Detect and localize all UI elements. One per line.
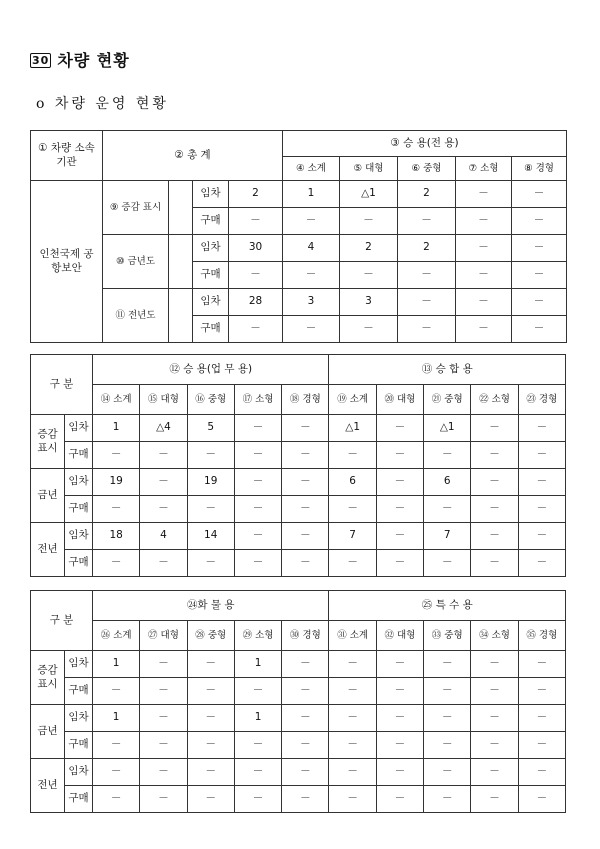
- value-cell: －: [187, 678, 234, 705]
- value-cell: －: [282, 678, 329, 705]
- value-cell: 3: [340, 289, 398, 316]
- value-cell: －: [93, 442, 140, 469]
- value-cell: －: [140, 442, 187, 469]
- value-cell: －: [376, 732, 423, 759]
- value-cell: 7: [424, 523, 471, 550]
- total-value: －: [229, 316, 283, 343]
- value-cell: －: [234, 415, 281, 442]
- data-row: [31, 496, 566, 523]
- value-cell: －: [340, 208, 398, 235]
- value-cell: －: [140, 678, 187, 705]
- data-row: [31, 786, 566, 813]
- column-header: ⑤ 대형: [340, 157, 398, 181]
- value-cell: －: [512, 289, 567, 316]
- value-cell: －: [376, 786, 423, 813]
- column-header: ⑰ 소형: [234, 385, 281, 415]
- value-cell: －: [283, 208, 340, 235]
- column-header: ⑯ 중형: [187, 385, 234, 415]
- type-label: 임차: [65, 759, 93, 786]
- value-cell: －: [518, 442, 565, 469]
- group-label: ⑩ 금년도: [103, 235, 169, 289]
- data-row: [31, 678, 566, 705]
- group-label: 전년: [31, 759, 65, 813]
- value-cell: －: [282, 732, 329, 759]
- value-cell: －: [456, 262, 512, 289]
- column-header: ⑱ 경형: [282, 385, 329, 415]
- value-cell: －: [376, 496, 423, 523]
- value-cell: －: [282, 442, 329, 469]
- section-title-text: 차량 현황: [57, 51, 130, 70]
- column-header: ⑧ 경형: [512, 157, 567, 181]
- column-header: ㉞ 소형: [471, 621, 518, 651]
- total-value: 2: [229, 181, 283, 208]
- header-row: [31, 591, 566, 621]
- value-cell: －: [187, 550, 234, 577]
- value-cell: －: [424, 786, 471, 813]
- value-cell: －: [471, 705, 518, 732]
- value-cell: －: [424, 759, 471, 786]
- column-header: ㉝ 중형: [424, 621, 471, 651]
- data-row: [31, 523, 566, 550]
- value-cell: －: [424, 678, 471, 705]
- column-header: ㉒ 소형: [471, 385, 518, 415]
- value-cell: －: [518, 496, 565, 523]
- value-cell: －: [234, 786, 281, 813]
- type-label: 임차: [65, 705, 93, 732]
- type-label: 임차: [65, 469, 93, 496]
- value-cell: －: [340, 262, 398, 289]
- value-cell: －: [471, 786, 518, 813]
- value-cell: －: [376, 651, 423, 678]
- column-header: ⑭ 소계: [93, 385, 140, 415]
- division-header: 구 분: [31, 355, 93, 415]
- value-cell: －: [329, 786, 376, 813]
- value-cell: △4: [140, 415, 187, 442]
- value-cell: －: [282, 550, 329, 577]
- value-cell: －: [282, 415, 329, 442]
- type-label: 임차: [65, 415, 93, 442]
- column-header: ㉑ 중형: [424, 385, 471, 415]
- data-row: [31, 705, 566, 732]
- value-cell: －: [518, 469, 565, 496]
- value-cell: －: [456, 208, 512, 235]
- cargo-special-table: [30, 590, 566, 813]
- value-cell: －: [518, 705, 565, 732]
- value-cell: －: [471, 496, 518, 523]
- column-header: ㉗ 대형: [140, 621, 187, 651]
- division-header: 구 분: [31, 591, 93, 651]
- column-header: ㉚ 경형: [282, 621, 329, 651]
- value-cell: －: [282, 496, 329, 523]
- column-header: ㉜ 대형: [376, 621, 423, 651]
- group-label: 증감 표시: [31, 415, 65, 469]
- value-cell: －: [93, 732, 140, 759]
- value-cell: 1: [93, 705, 140, 732]
- value-cell: －: [376, 705, 423, 732]
- total-value: －: [229, 262, 283, 289]
- value-cell: 2: [398, 235, 456, 262]
- column-header: ⑮ 대형: [140, 385, 187, 415]
- section-number: 30: [32, 54, 50, 67]
- value-cell: －: [282, 759, 329, 786]
- subheader-row: [31, 385, 566, 415]
- passenger-van-table: [30, 354, 566, 577]
- type-label: 구매: [65, 550, 93, 577]
- value-cell: －: [93, 550, 140, 577]
- value-cell: －: [140, 732, 187, 759]
- value-cell: －: [234, 732, 281, 759]
- data-row: [31, 235, 567, 262]
- column-header: ⑦ 소형: [456, 157, 512, 181]
- value-cell: －: [140, 469, 187, 496]
- value-cell: －: [282, 651, 329, 678]
- passenger-header: ③ 승 용(전 용): [283, 131, 567, 157]
- value-cell: 1: [234, 651, 281, 678]
- value-cell: 5: [187, 415, 234, 442]
- value-cell: －: [329, 732, 376, 759]
- value-cell: 18: [93, 523, 140, 550]
- value-cell: －: [187, 442, 234, 469]
- value-cell: －: [93, 759, 140, 786]
- value-cell: 3: [283, 289, 340, 316]
- group-label: 증감 표시: [31, 651, 65, 705]
- vehicle-summary-table: [30, 130, 567, 343]
- value-cell: －: [93, 786, 140, 813]
- value-cell: －: [234, 550, 281, 577]
- value-cell: －: [282, 469, 329, 496]
- group-b-header: ㉕ 특 수 용: [329, 591, 566, 621]
- value-cell: 2: [398, 181, 456, 208]
- section-title: [30, 48, 130, 71]
- type-label: 임차: [193, 289, 229, 316]
- value-cell: －: [140, 496, 187, 523]
- data-row: [31, 651, 566, 678]
- value-cell: －: [471, 678, 518, 705]
- value-cell: －: [329, 651, 376, 678]
- value-cell: －: [512, 316, 567, 343]
- value-cell: －: [329, 496, 376, 523]
- value-cell: 4: [140, 523, 187, 550]
- value-cell: －: [187, 732, 234, 759]
- group-a-header: ㉔화 물 용: [93, 591, 329, 621]
- column-header: ㉓ 경형: [518, 385, 565, 415]
- value-cell: －: [376, 415, 423, 442]
- value-cell: 2: [340, 235, 398, 262]
- data-row: [31, 759, 566, 786]
- value-cell: －: [93, 496, 140, 523]
- spacer-cell: [169, 289, 193, 343]
- value-cell: －: [282, 705, 329, 732]
- value-cell: －: [234, 759, 281, 786]
- value-cell: －: [424, 496, 471, 523]
- value-cell: －: [234, 469, 281, 496]
- value-cell: －: [424, 442, 471, 469]
- column-header: ⑳ 대형: [376, 385, 423, 415]
- value-cell: －: [329, 678, 376, 705]
- total-value: 30: [229, 235, 283, 262]
- value-cell: 14: [187, 523, 234, 550]
- type-label: 임차: [65, 651, 93, 678]
- value-cell: △1: [424, 415, 471, 442]
- value-cell: －: [234, 442, 281, 469]
- type-label: 구매: [193, 262, 229, 289]
- value-cell: －: [376, 469, 423, 496]
- value-cell: 1: [283, 181, 340, 208]
- group-a-header: ⑫ 승 용(업 무 용): [93, 355, 329, 385]
- value-cell: －: [234, 523, 281, 550]
- value-cell: －: [471, 550, 518, 577]
- value-cell: －: [471, 469, 518, 496]
- value-cell: －: [140, 786, 187, 813]
- type-label: 구매: [65, 496, 93, 523]
- value-cell: －: [283, 316, 340, 343]
- value-cell: －: [340, 316, 398, 343]
- value-cell: －: [398, 262, 456, 289]
- value-cell: －: [518, 523, 565, 550]
- value-cell: －: [187, 651, 234, 678]
- value-cell: －: [282, 523, 329, 550]
- group-label: 금년: [31, 705, 65, 759]
- value-cell: －: [518, 550, 565, 577]
- value-cell: －: [329, 705, 376, 732]
- value-cell: －: [282, 786, 329, 813]
- column-header: ④ 소계: [283, 157, 340, 181]
- column-header: ⑥ 중형: [398, 157, 456, 181]
- value-cell: －: [456, 181, 512, 208]
- value-cell: －: [424, 651, 471, 678]
- value-cell: －: [376, 550, 423, 577]
- column-header: ㉛ 소계: [329, 621, 376, 651]
- value-cell: －: [376, 759, 423, 786]
- group-label: 전년: [31, 523, 65, 577]
- value-cell: －: [518, 732, 565, 759]
- value-cell: －: [329, 550, 376, 577]
- value-cell: －: [187, 759, 234, 786]
- spacer-cell: [169, 235, 193, 289]
- header-row: [31, 131, 567, 157]
- value-cell: －: [398, 316, 456, 343]
- value-cell: －: [140, 550, 187, 577]
- value-cell: 7: [329, 523, 376, 550]
- total-value: 28: [229, 289, 283, 316]
- data-row: [31, 469, 566, 496]
- data-row: [31, 181, 567, 208]
- value-cell: －: [424, 732, 471, 759]
- value-cell: －: [471, 759, 518, 786]
- column-header: ㉙ 소형: [234, 621, 281, 651]
- column-header: ㉖ 소계: [93, 621, 140, 651]
- type-label: 구매: [193, 208, 229, 235]
- value-cell: －: [187, 786, 234, 813]
- column-header: ㉟ 경형: [518, 621, 565, 651]
- total-header: ② 총 계: [103, 131, 283, 181]
- value-cell: －: [424, 705, 471, 732]
- value-cell: －: [518, 786, 565, 813]
- type-label: 구매: [193, 316, 229, 343]
- value-cell: －: [398, 208, 456, 235]
- type-label: 구매: [65, 442, 93, 469]
- data-row: [31, 442, 566, 469]
- value-cell: 1: [93, 415, 140, 442]
- value-cell: △1: [329, 415, 376, 442]
- value-cell: －: [471, 732, 518, 759]
- subtitle: o 차량 운영 현황: [36, 96, 169, 112]
- agency-header: ① 차량 소속 기관: [31, 131, 103, 181]
- data-row: [31, 415, 566, 442]
- value-cell: －: [140, 705, 187, 732]
- type-label: 임차: [65, 523, 93, 550]
- value-cell: 19: [187, 469, 234, 496]
- value-cell: －: [376, 442, 423, 469]
- data-row: [31, 550, 566, 577]
- value-cell: －: [376, 523, 423, 550]
- data-row: [31, 732, 566, 759]
- type-label: 구매: [65, 732, 93, 759]
- value-cell: －: [471, 523, 518, 550]
- column-header: ㉘ 중형: [187, 621, 234, 651]
- value-cell: －: [512, 181, 567, 208]
- total-value: －: [229, 208, 283, 235]
- value-cell: －: [424, 550, 471, 577]
- value-cell: 1: [234, 705, 281, 732]
- spacer-cell: [169, 181, 193, 235]
- value-cell: －: [398, 289, 456, 316]
- value-cell: －: [456, 235, 512, 262]
- value-cell: －: [234, 678, 281, 705]
- value-cell: －: [471, 415, 518, 442]
- value-cell: 4: [283, 235, 340, 262]
- value-cell: －: [518, 415, 565, 442]
- value-cell: 19: [93, 469, 140, 496]
- value-cell: －: [234, 496, 281, 523]
- group-label: 금년: [31, 469, 65, 523]
- group-label: ⑪ 전년도: [103, 289, 169, 343]
- value-cell: －: [329, 442, 376, 469]
- value-cell: －: [518, 759, 565, 786]
- value-cell: 1: [93, 651, 140, 678]
- value-cell: －: [283, 262, 340, 289]
- value-cell: －: [512, 208, 567, 235]
- value-cell: －: [512, 235, 567, 262]
- value-cell: 6: [329, 469, 376, 496]
- value-cell: －: [93, 678, 140, 705]
- type-label: 임차: [193, 181, 229, 208]
- value-cell: －: [518, 678, 565, 705]
- value-cell: －: [512, 262, 567, 289]
- group-b-header: ⑬ 승 합 용: [329, 355, 566, 385]
- value-cell: －: [187, 496, 234, 523]
- value-cell: －: [140, 759, 187, 786]
- agency-name: 인천국제 공항보안: [31, 181, 103, 343]
- value-cell: －: [471, 442, 518, 469]
- group-label: ⑨ 증감 표시: [103, 181, 169, 235]
- value-cell: －: [456, 316, 512, 343]
- data-row: [31, 289, 567, 316]
- value-cell: －: [518, 651, 565, 678]
- value-cell: －: [376, 678, 423, 705]
- column-header: ⑲ 소계: [329, 385, 376, 415]
- value-cell: △1: [340, 181, 398, 208]
- value-cell: －: [140, 651, 187, 678]
- value-cell: 6: [424, 469, 471, 496]
- type-label: 구매: [65, 786, 93, 813]
- value-cell: －: [329, 759, 376, 786]
- header-row: [31, 355, 566, 385]
- subheader-row: [31, 621, 566, 651]
- value-cell: －: [456, 289, 512, 316]
- type-label: 구매: [65, 678, 93, 705]
- value-cell: －: [471, 651, 518, 678]
- value-cell: －: [187, 705, 234, 732]
- type-label: 임차: [193, 235, 229, 262]
